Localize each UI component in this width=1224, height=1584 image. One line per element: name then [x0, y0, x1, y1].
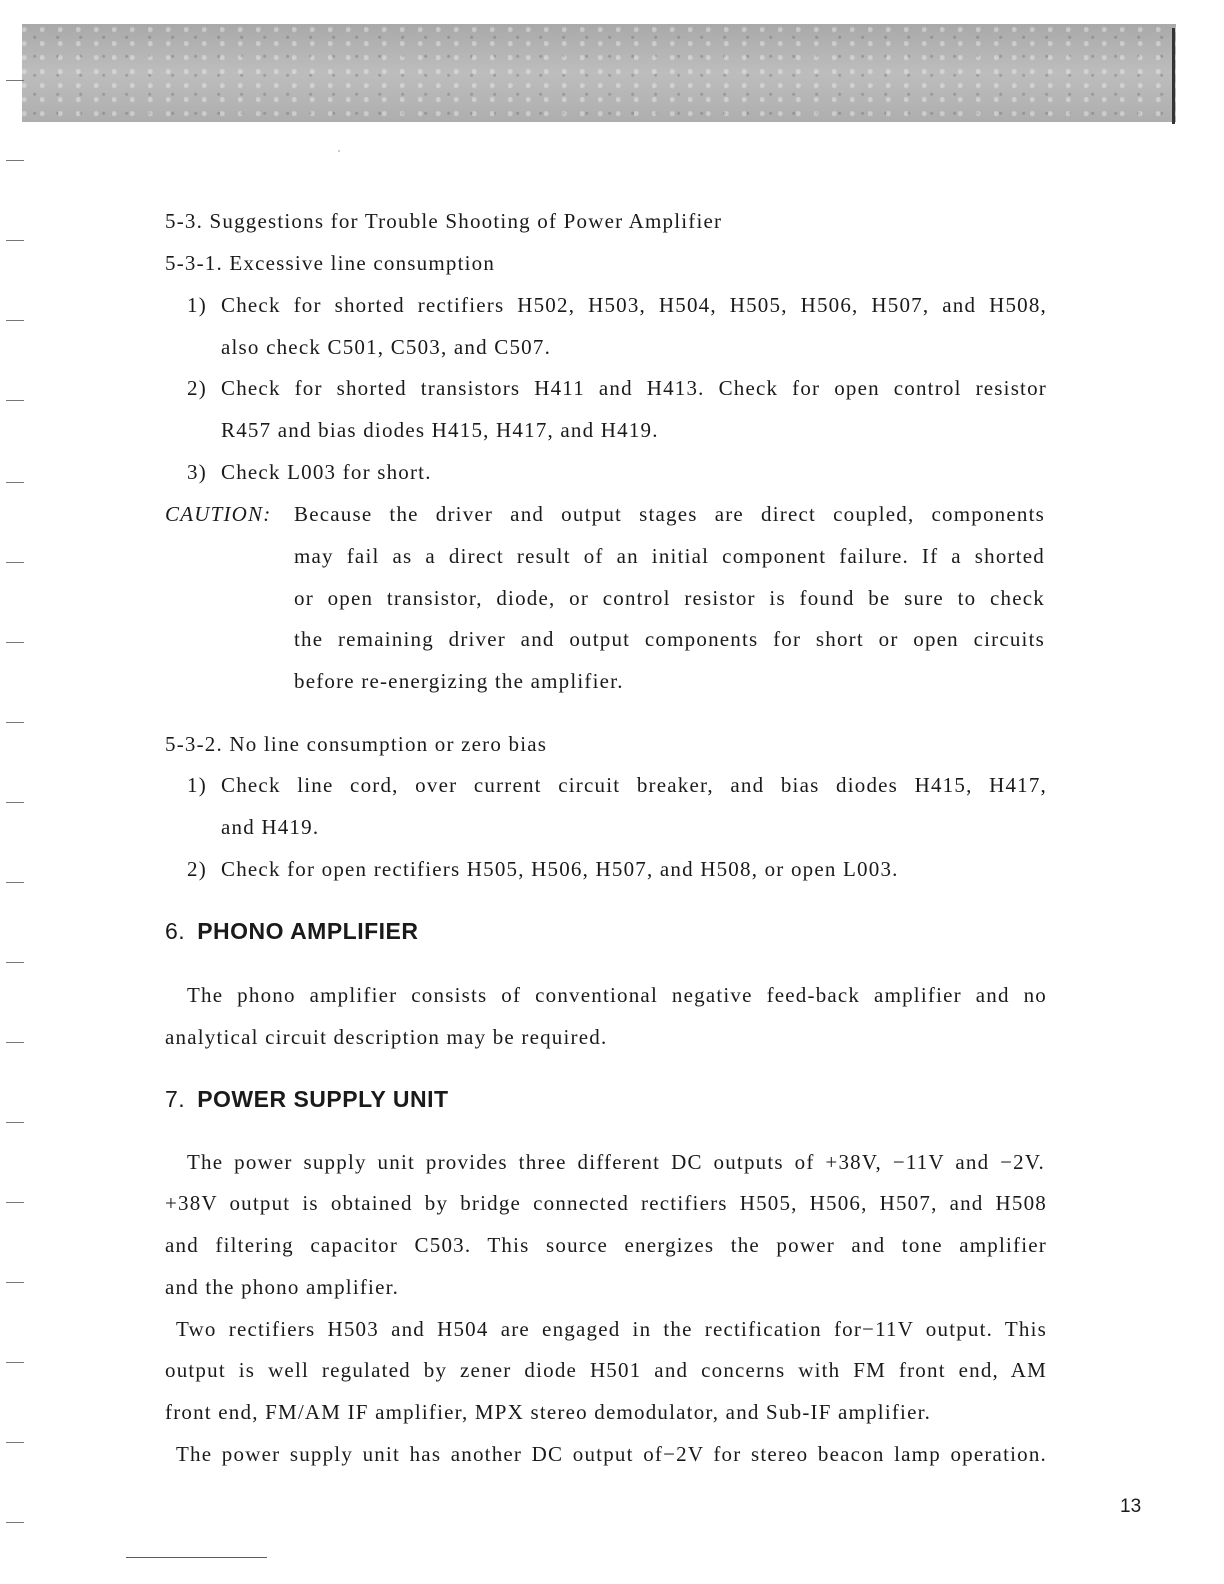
margin-tick	[6, 1122, 24, 1123]
section-5-3-2-title: 5-3-2. No line consumption or zero bias	[165, 732, 548, 756]
caution-text: Because the driver and output stages are direct coupled, components	[294, 502, 1045, 526]
margin-tick	[6, 962, 24, 963]
speck	[338, 150, 340, 152]
caution-text: the remaining driver and output components for short or open circuits	[294, 627, 1045, 651]
banner-edge	[1172, 28, 1175, 124]
list-item-text: Check line cord, over current circuit breaker, and bias diodes H415, H417,	[221, 773, 1047, 797]
list-item-text: Check for shorted rectifiers H502, H503, H504, H505, H506, H507, and H508,	[221, 293, 1047, 317]
list-item-text: and H419.	[221, 815, 320, 839]
bottom-rule	[126, 1557, 267, 1558]
list-item-text: Check for shorted transistors H411 and H413. Check for open control resistor	[221, 376, 1047, 400]
caution-label: CAUTION:	[165, 502, 272, 526]
paragraph-line: analytical circuit description may be required.	[165, 1025, 608, 1049]
margin-tick	[6, 240, 24, 241]
margin-tick	[6, 320, 24, 321]
paragraph-line: The power supply unit provides three different DC outputs of +38V, −11V and −2V.	[187, 1150, 1045, 1174]
list-item-number: 2)	[187, 857, 207, 881]
section-6-heading	[165, 918, 419, 945]
section-title: PHONO AMPLIFIER	[197, 918, 419, 944]
header-banner	[22, 24, 1176, 122]
paragraph-line: The power supply unit has another DC output of−2V for stereo beacon lamp operation.	[176, 1442, 1047, 1466]
paragraph-line: +38V output is obtained by bridge connected rectifiers H505, H506, H507, and H508	[165, 1191, 1047, 1215]
margin-tick	[6, 1282, 24, 1283]
paragraph-line: front end, FM/AM IF amplifier, MPX stereo demodulator, and Sub-IF amplifier.	[165, 1400, 932, 1424]
section-5-3-title: 5-3. Suggestions for Trouble Shooting of Power Amplifier	[165, 209, 723, 233]
list-item-number: 3)	[187, 460, 207, 484]
paragraph-line: The phono amplifier consists of conventional negative feed-back amplifier and no	[187, 983, 1047, 1007]
paragraph-line: and the phono amplifier.	[165, 1275, 400, 1299]
margin-tick	[6, 1362, 24, 1363]
paragraph-line: output is well regulated by zener diode H501 and concerns with FM front end, AM	[165, 1358, 1047, 1382]
margin-tick	[6, 160, 24, 161]
margin-tick	[6, 642, 24, 643]
section-7-heading	[165, 1086, 449, 1113]
section-number: 6.	[165, 918, 186, 944]
margin-tick	[6, 1522, 24, 1523]
margin-tick	[6, 1042, 24, 1043]
list-item-text: also check C501, C503, and C507.	[221, 335, 552, 359]
margin-tick	[6, 1442, 24, 1443]
section-number: 7.	[165, 1086, 186, 1112]
list-item-number: 2)	[187, 376, 207, 400]
margin-tick	[6, 482, 24, 483]
margin-tick	[6, 722, 24, 723]
margin-tick	[6, 1202, 24, 1203]
caution-text: may fail as a direct result of an initial component failure. If a shorted	[294, 544, 1045, 568]
margin-tick	[6, 400, 24, 401]
margin-tick	[6, 80, 24, 81]
caution-text: or open transistor, diode, or control resistor is found be sure to check	[294, 586, 1045, 610]
paragraph-line: and filtering capacitor C503. This source energizes the power and tone amplifier	[165, 1233, 1047, 1257]
paragraph-line: Two rectifiers H503 and H504 are engaged in the rectification for−11V output. This	[176, 1317, 1047, 1341]
page-number: 13	[1120, 1496, 1142, 1517]
list-item-text: Check L003 for short.	[221, 460, 432, 484]
section-5-3-1-title: 5-3-1. Excessive line consumption	[165, 251, 496, 275]
list-item-number: 1)	[187, 773, 207, 797]
margin-tick	[6, 802, 24, 803]
section-title: POWER SUPPLY UNIT	[197, 1086, 449, 1112]
list-item-text: Check for open rectifiers H505, H506, H507, and H508, or open L003.	[221, 857, 899, 881]
list-item-text: R457 and bias diodes H415, H417, and H419.	[221, 418, 659, 442]
margin-tick	[6, 562, 24, 563]
list-item-number: 1)	[187, 293, 207, 317]
margin-tick	[6, 882, 24, 883]
caution-text: before re-energizing the amplifier.	[294, 669, 624, 693]
